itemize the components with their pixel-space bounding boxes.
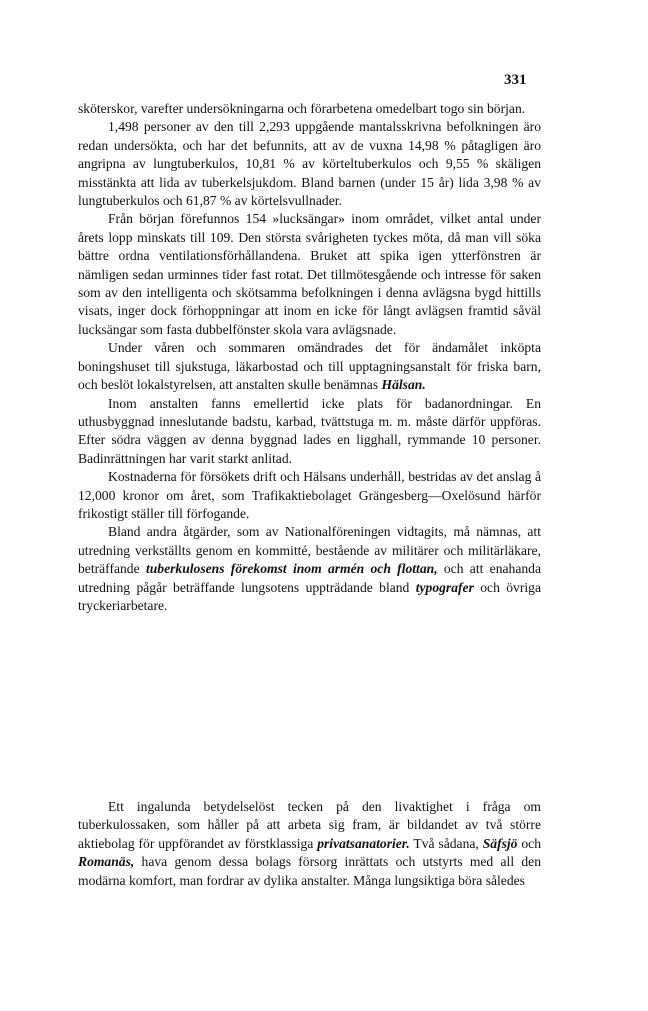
paragraph-8-italic-2: Säfsjö [482, 835, 518, 851]
paragraph-7 [78, 523, 541, 615]
paragraph-7-middle: och att enahanda utredning pågår beträffande lungsotens uppträdande bland [78, 561, 541, 595]
paragraph-8-italic: privatsanatorier. [317, 835, 410, 851]
page-number: 331 [504, 72, 527, 88]
paragraph-8-text: Ett ingalunda betydelselöst tecken på den livaktighet i fråga om tuberkulossaken, som håller på att arbeta sig fram, är bildandet av två större aktiebolag för uppförandet av förstklassiga [78, 799, 541, 851]
paragraph-1: sköterskor, varefter undersökningarna och förarbetena omedelbart togo sin början. [78, 101, 526, 116]
paragraph-6: Kostnaderna för försökets drift och Hälsans underhåll, bestridas av det anslag å 12,000 kronor om året, som Trafikaktiebolaget Grängesberg—Oxelösund härför frikostigt ställer till förfogande. [78, 469, 541, 521]
paragraph-7-italic-2: typografer [415, 579, 474, 595]
paragraph-3: Från början förefunnos 154 »lucksängar» inom området, vilket antal under årets lopp minskats till 109. Den största svårigheten tyckes möta, då man vill söka bättre ordna ventilationsförhållandena. Bruket att spika igen ytterfönstren är nämligen sedan urminnes tider fast rotat. Det tillmötesgående och intresse för saken som av den intelligenta och skötsamma befolkningen i denna avlägsna bygd hittills visats, inger dock förhoppningar att inom en icke för långt avlägsen framtid såväl lucksängar som fasta dubbelfönster skola vara avlägsnade. [78, 211, 541, 337]
paragraph-7-italic: tuberkulosens förekomst inom armén och flottan, [145, 561, 438, 577]
second-text-block [78, 798, 541, 890]
paragraph-8-middle: Två sådana, [409, 835, 483, 851]
paragraph-4-italic: Hälsan. [381, 377, 426, 393]
paragraph-2: 1,498 personer av den till 2,293 uppgående mantalsskrivna befolkningen äro redan undersökta, och har det befunnits, att av de vuxna 14,98 % påtagligen äro angripna av lungtuberkulos, 10,81 % av körteltuberkulos och 9,55 % skäligen misstänkta att lida av tuberkelsjukdom. Bland barnen (under 15 år) lida 3,98 % av lungtuberkulos och 61,87 % av körtelsvullnader. [78, 119, 541, 209]
paragraph-4-text: Under våren och sommaren omändrades det för ändamålet inköpta boningshuset till sjukstuga, läkarbostad och till upptagningsanstalt för friska barn, och beslöt lokalstyrelsen, att anstalten skulle benämnas [78, 340, 541, 393]
paragraph-4 [78, 339, 541, 394]
main-text-block [78, 100, 541, 615]
paragraph-8 [78, 798, 541, 890]
paragraph-5: Inom anstalten fanns emellertid icke plats för badanordningar. En uthusbyggnad inneslutande badstu, karbad, tvättstuga m. m. måste därför uppföras. Efter södra väggen av denna byggnad lades en ligghall, rymmande 10 personer. Badinrättningen har varit starkt anlitad. [78, 395, 541, 466]
paragraph-7-text: Bland andra åtgärder, som av Nationalföreningen vidtagits, må nämnas, att utredning verkställts genom en kommitté, bestående av militärer och militärläkare, beträffande [78, 524, 541, 577]
paragraph-8-middle-2: och [517, 835, 541, 851]
paragraph-7-tail: och övriga tryckeriarbetare. [78, 579, 541, 613]
paragraph-8-tail: hava genom dessa bolags försorg inrättats och utstyrts med all den modärna komfort, man fordrar av dylika anstalter. Många lungsiktiga böra således [78, 854, 541, 888]
paragraph-8-italic-3: Romanäs, [78, 854, 135, 870]
